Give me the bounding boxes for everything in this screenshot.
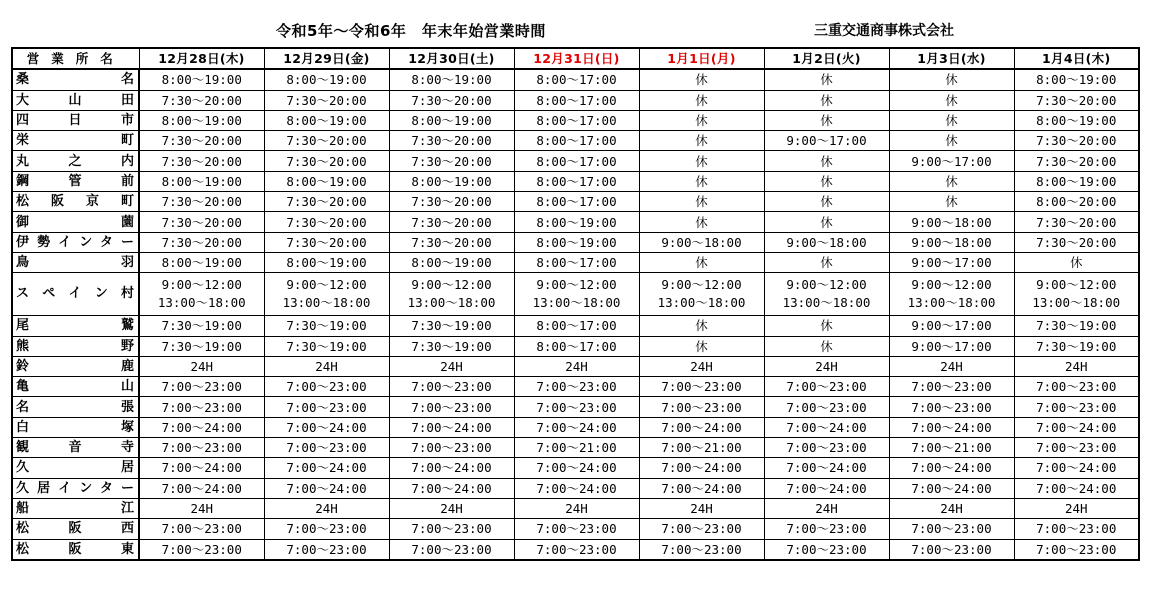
hours-cell: 9:00～12:00 13:00～18:00 bbox=[889, 273, 1014, 316]
table-row bbox=[12, 232, 1139, 252]
hours-cell: 休 bbox=[889, 69, 1014, 90]
hours-cell: 8:00～19:00 bbox=[1014, 110, 1139, 130]
table-row bbox=[12, 438, 1139, 458]
hours-cell: 7:00～23:00 bbox=[1014, 519, 1139, 539]
location-name: 白塚 bbox=[12, 417, 139, 437]
hours-cell: 8:00～19:00 bbox=[389, 171, 514, 191]
header-date: 1月4日(木) bbox=[1014, 48, 1139, 69]
hours-cell: 休 bbox=[639, 212, 764, 232]
table-row bbox=[12, 498, 1139, 518]
hours-cell: 9:00～18:00 bbox=[889, 232, 1014, 252]
location-name: 松阪京町 bbox=[12, 192, 139, 212]
location-name: スペイン村 bbox=[12, 273, 139, 316]
hours-cell: 7:00～24:00 bbox=[139, 478, 264, 498]
hours-cell: 9:00～12:00 13:00～18:00 bbox=[139, 273, 264, 316]
hours-cell: 8:00～19:00 bbox=[264, 69, 389, 90]
hours-cell: 24H bbox=[764, 356, 889, 376]
hours-cell: 7:00～23:00 bbox=[889, 397, 1014, 417]
hours-cell: 休 bbox=[639, 110, 764, 130]
location-name: 鈴鹿 bbox=[12, 356, 139, 376]
hours-cell: 7:00～24:00 bbox=[139, 458, 264, 478]
table-row bbox=[12, 69, 1139, 90]
hours-cell: 24H bbox=[264, 356, 389, 376]
hours-cell: 7:00～23:00 bbox=[514, 397, 639, 417]
location-name: 伊勢インター bbox=[12, 232, 139, 252]
hours-cell: 7:00～23:00 bbox=[514, 539, 639, 560]
table-header-row bbox=[12, 48, 1139, 69]
hours-cell: 休 bbox=[889, 171, 1014, 191]
hours-cell: 休 bbox=[639, 336, 764, 356]
hours-cell: 9:00～17:00 bbox=[889, 252, 1014, 272]
hours-cell: 7:00～23:00 bbox=[264, 397, 389, 417]
company-name: 三重交通商事株式会社 bbox=[814, 23, 954, 39]
location-name: 久居インター bbox=[12, 478, 139, 498]
hours-cell: 8:00～17:00 bbox=[514, 69, 639, 90]
hours-cell: 8:00～17:00 bbox=[514, 131, 639, 151]
hours-cell: 24H bbox=[139, 356, 264, 376]
table-row bbox=[12, 131, 1139, 151]
business-hours-table bbox=[11, 47, 1140, 561]
hours-cell: 7:00～24:00 bbox=[389, 458, 514, 478]
hours-cell: 7:00～23:00 bbox=[639, 519, 764, 539]
header-date: 1月3日(水) bbox=[889, 48, 1014, 69]
hours-cell: 9:00～12:00 13:00～18:00 bbox=[264, 273, 389, 316]
location-name: 鳥羽 bbox=[12, 252, 139, 272]
hours-cell: 休 bbox=[889, 110, 1014, 130]
hours-cell: 9:00～18:00 bbox=[889, 212, 1014, 232]
hours-cell: 7:00～24:00 bbox=[889, 458, 1014, 478]
hours-cell: 24H bbox=[1014, 356, 1139, 376]
hours-cell: 9:00～17:00 bbox=[764, 131, 889, 151]
location-name: 御薗 bbox=[12, 212, 139, 232]
hours-cell: 休 bbox=[889, 192, 1014, 212]
hours-cell: 7:00～23:00 bbox=[139, 519, 264, 539]
hours-cell: 7:30～20:00 bbox=[389, 192, 514, 212]
hours-cell: 7:30～19:00 bbox=[1014, 316, 1139, 336]
table-body bbox=[12, 69, 1139, 560]
hours-cell: 7:00～24:00 bbox=[1014, 417, 1139, 437]
hours-cell: 7:00～24:00 bbox=[1014, 478, 1139, 498]
hours-cell: 9:00～17:00 bbox=[889, 151, 1014, 171]
hours-cell: 7:00～23:00 bbox=[764, 539, 889, 560]
hours-cell: 8:00～20:00 bbox=[1014, 192, 1139, 212]
hours-cell: 7:30～20:00 bbox=[139, 212, 264, 232]
table-row bbox=[12, 252, 1139, 272]
hours-cell: 7:30～20:00 bbox=[139, 90, 264, 110]
hours-cell: 休 bbox=[639, 131, 764, 151]
hours-cell: 8:00～17:00 bbox=[514, 192, 639, 212]
hours-cell: 24H bbox=[889, 498, 1014, 518]
hours-cell: 7:00～24:00 bbox=[639, 417, 764, 437]
hours-cell: 8:00～19:00 bbox=[264, 252, 389, 272]
hours-cell: 24H bbox=[639, 498, 764, 518]
header-date: 12月31日(日) bbox=[514, 48, 639, 69]
hours-cell: 7:30～19:00 bbox=[139, 316, 264, 336]
hours-cell: 8:00～19:00 bbox=[514, 232, 639, 252]
hours-cell: 7:30～20:00 bbox=[264, 192, 389, 212]
hours-cell: 7:30～20:00 bbox=[264, 212, 389, 232]
hours-cell: 9:00～17:00 bbox=[889, 336, 1014, 356]
location-name: 松阪東 bbox=[12, 539, 139, 560]
table-row bbox=[12, 336, 1139, 356]
hours-cell: 8:00～19:00 bbox=[139, 252, 264, 272]
hours-cell: 8:00～19:00 bbox=[514, 212, 639, 232]
table-row bbox=[12, 397, 1139, 417]
location-name: 船江 bbox=[12, 498, 139, 518]
hours-cell: 7:00～21:00 bbox=[639, 438, 764, 458]
table-row bbox=[12, 273, 1139, 316]
hours-cell: 24H bbox=[1014, 498, 1139, 518]
hours-cell: 7:30～20:00 bbox=[389, 90, 514, 110]
hours-cell: 8:00～17:00 bbox=[514, 336, 639, 356]
table-row bbox=[12, 151, 1139, 171]
location-name: 松阪西 bbox=[12, 519, 139, 539]
hours-cell: 7:30～20:00 bbox=[389, 151, 514, 171]
hours-cell: 8:00～19:00 bbox=[389, 110, 514, 130]
hours-cell: 7:30～20:00 bbox=[1014, 90, 1139, 110]
hours-cell: 7:00～23:00 bbox=[639, 397, 764, 417]
hours-cell: 7:00～24:00 bbox=[639, 478, 764, 498]
hours-cell: 7:00～23:00 bbox=[264, 539, 389, 560]
hours-cell: 休 bbox=[889, 90, 1014, 110]
header-date: 12月30日(土) bbox=[389, 48, 514, 69]
hours-cell: 休 bbox=[764, 110, 889, 130]
hours-cell: 7:00～23:00 bbox=[514, 377, 639, 397]
hours-cell: 7:30～19:00 bbox=[264, 336, 389, 356]
hours-cell: 7:00～23:00 bbox=[764, 438, 889, 458]
hours-cell: 8:00～19:00 bbox=[1014, 69, 1139, 90]
hours-cell: 7:00～23:00 bbox=[639, 539, 764, 560]
hours-cell: 休 bbox=[764, 151, 889, 171]
header-date: 1月2日(火) bbox=[764, 48, 889, 69]
table-row bbox=[12, 539, 1139, 560]
hours-cell: 7:30～19:00 bbox=[139, 336, 264, 356]
hours-cell: 7:00～24:00 bbox=[264, 417, 389, 437]
hours-cell: 9:00～12:00 13:00～18:00 bbox=[514, 273, 639, 316]
hours-cell: 7:00～24:00 bbox=[389, 417, 514, 437]
hours-cell: 9:00～18:00 bbox=[639, 232, 764, 252]
hours-cell: 24H bbox=[264, 498, 389, 518]
hours-cell: 9:00～12:00 13:00～18:00 bbox=[764, 273, 889, 316]
location-name: 亀山 bbox=[12, 377, 139, 397]
hours-cell: 7:00～24:00 bbox=[514, 458, 639, 478]
hours-cell: 休 bbox=[764, 316, 889, 336]
hours-cell: 7:30～20:00 bbox=[264, 131, 389, 151]
hours-cell: 7:30～19:00 bbox=[389, 336, 514, 356]
hours-cell: 7:30～20:00 bbox=[264, 90, 389, 110]
location-name: 熊野 bbox=[12, 336, 139, 356]
hours-cell: 7:00～24:00 bbox=[764, 417, 889, 437]
hours-cell: 7:00～23:00 bbox=[514, 519, 639, 539]
hours-cell: 休 bbox=[639, 90, 764, 110]
location-name: 丸之内 bbox=[12, 151, 139, 171]
hours-cell: 24H bbox=[389, 498, 514, 518]
table-row bbox=[12, 478, 1139, 498]
table-row bbox=[12, 356, 1139, 376]
hours-cell: 7:00～23:00 bbox=[264, 438, 389, 458]
hours-cell: 7:30～19:00 bbox=[264, 316, 389, 336]
hours-cell: 7:30～19:00 bbox=[389, 316, 514, 336]
hours-cell: 7:00～21:00 bbox=[514, 438, 639, 458]
hours-cell: 7:00～24:00 bbox=[1014, 458, 1139, 478]
hours-cell: 7:00～24:00 bbox=[889, 417, 1014, 437]
header-date: 1月1日(月) bbox=[639, 48, 764, 69]
hours-cell: 休 bbox=[639, 69, 764, 90]
hours-cell: 7:30～20:00 bbox=[139, 192, 264, 212]
hours-cell: 8:00～19:00 bbox=[1014, 171, 1139, 191]
hours-cell: 7:00～23:00 bbox=[389, 519, 514, 539]
hours-cell: 7:00～24:00 bbox=[639, 458, 764, 478]
location-name: 久居 bbox=[12, 458, 139, 478]
hours-cell: 24H bbox=[889, 356, 1014, 376]
hours-cell: 24H bbox=[514, 498, 639, 518]
hours-cell: 7:00～23:00 bbox=[389, 539, 514, 560]
hours-cell: 7:00～23:00 bbox=[264, 519, 389, 539]
hours-cell: 8:00～17:00 bbox=[514, 252, 639, 272]
hours-cell: 9:00～12:00 13:00～18:00 bbox=[389, 273, 514, 316]
location-name: 名張 bbox=[12, 397, 139, 417]
hours-cell: 24H bbox=[514, 356, 639, 376]
hours-cell: 7:30～20:00 bbox=[264, 151, 389, 171]
hours-cell: 7:00～23:00 bbox=[139, 377, 264, 397]
header-date: 12月29日(金) bbox=[264, 48, 389, 69]
hours-cell: 休 bbox=[639, 252, 764, 272]
hours-cell: 7:00～23:00 bbox=[1014, 539, 1139, 560]
hours-cell: 休 bbox=[764, 90, 889, 110]
hours-cell: 休 bbox=[764, 212, 889, 232]
hours-cell: 7:00～23:00 bbox=[139, 539, 264, 560]
hours-cell: 休 bbox=[764, 336, 889, 356]
page-title: 令和5年～令和6年 年末年始営業時間 bbox=[276, 22, 546, 40]
hours-cell: 休 bbox=[889, 131, 1014, 151]
hours-cell: 7:30～19:00 bbox=[1014, 336, 1139, 356]
hours-cell: 24H bbox=[139, 498, 264, 518]
hours-cell: 7:00～24:00 bbox=[764, 458, 889, 478]
table-row bbox=[12, 377, 1139, 397]
hours-cell: 7:30～20:00 bbox=[1014, 212, 1139, 232]
hours-cell: 休 bbox=[639, 192, 764, 212]
hours-cell: 7:30～20:00 bbox=[264, 232, 389, 252]
hours-cell: 7:00～23:00 bbox=[764, 397, 889, 417]
hours-cell: 7:00～24:00 bbox=[889, 478, 1014, 498]
hours-cell: 7:30～20:00 bbox=[389, 232, 514, 252]
table-row bbox=[12, 192, 1139, 212]
hours-cell: 7:00～23:00 bbox=[1014, 377, 1139, 397]
hours-cell: 7:00～23:00 bbox=[139, 438, 264, 458]
table-row bbox=[12, 519, 1139, 539]
hours-cell: 休 bbox=[639, 171, 764, 191]
table-row bbox=[12, 316, 1139, 336]
hours-cell: 7:00～24:00 bbox=[139, 417, 264, 437]
location-name: 桑名 bbox=[12, 69, 139, 90]
hours-cell: 8:00～19:00 bbox=[139, 69, 264, 90]
hours-cell: 8:00～19:00 bbox=[139, 171, 264, 191]
hours-cell: 24H bbox=[764, 498, 889, 518]
hours-cell: 7:00～24:00 bbox=[264, 458, 389, 478]
hours-cell: 休 bbox=[764, 192, 889, 212]
table-row bbox=[12, 171, 1139, 191]
location-name: 大山田 bbox=[12, 90, 139, 110]
hours-cell: 7:00～23:00 bbox=[1014, 397, 1139, 417]
hours-cell: 7:00～23:00 bbox=[764, 377, 889, 397]
header-location: 営業所名 bbox=[12, 48, 139, 69]
hours-cell: 7:30～20:00 bbox=[139, 131, 264, 151]
hours-cell: 9:00～18:00 bbox=[764, 232, 889, 252]
hours-cell: 24H bbox=[639, 356, 764, 376]
location-name: 栄町 bbox=[12, 131, 139, 151]
hours-cell: 8:00～17:00 bbox=[514, 90, 639, 110]
hours-cell: 8:00～19:00 bbox=[389, 252, 514, 272]
hours-cell: 8:00～17:00 bbox=[514, 316, 639, 336]
hours-cell: 9:00～12:00 13:00～18:00 bbox=[639, 273, 764, 316]
hours-cell: 7:00～23:00 bbox=[764, 519, 889, 539]
table-row bbox=[12, 417, 1139, 437]
hours-cell: 7:30～20:00 bbox=[139, 151, 264, 171]
hours-cell: 7:30～20:00 bbox=[389, 212, 514, 232]
hours-cell: 休 bbox=[639, 151, 764, 171]
table-row bbox=[12, 110, 1139, 130]
hours-cell: 8:00～17:00 bbox=[514, 151, 639, 171]
location-name: 鋼管前 bbox=[12, 171, 139, 191]
hours-cell: 7:00～23:00 bbox=[639, 377, 764, 397]
hours-cell: 7:00～24:00 bbox=[389, 478, 514, 498]
hours-cell: 9:00～12:00 13:00～18:00 bbox=[1014, 273, 1139, 316]
hours-cell: 7:30～20:00 bbox=[389, 131, 514, 151]
hours-cell: 休 bbox=[639, 316, 764, 336]
table-row bbox=[12, 90, 1139, 110]
hours-cell: 7:30～20:00 bbox=[1014, 232, 1139, 252]
hours-cell: 7:00～24:00 bbox=[514, 417, 639, 437]
hours-cell: 休 bbox=[764, 69, 889, 90]
hours-cell: 7:30～20:00 bbox=[1014, 131, 1139, 151]
hours-cell: 7:00～24:00 bbox=[264, 478, 389, 498]
location-name: 尾鷲 bbox=[12, 316, 139, 336]
hours-cell: 休 bbox=[764, 252, 889, 272]
hours-cell: 7:00～24:00 bbox=[514, 478, 639, 498]
hours-cell: 7:00～21:00 bbox=[889, 438, 1014, 458]
hours-cell: 7:00～23:00 bbox=[889, 519, 1014, 539]
table-row bbox=[12, 212, 1139, 232]
hours-cell: 7:00～23:00 bbox=[1014, 438, 1139, 458]
hours-cell: 9:00～17:00 bbox=[889, 316, 1014, 336]
hours-cell: 7:00～24:00 bbox=[764, 478, 889, 498]
location-name: 観音寺 bbox=[12, 438, 139, 458]
hours-cell: 8:00～17:00 bbox=[514, 171, 639, 191]
hours-cell: 7:00～23:00 bbox=[264, 377, 389, 397]
hours-cell: 8:00～19:00 bbox=[264, 171, 389, 191]
hours-cell: 7:00～23:00 bbox=[889, 539, 1014, 560]
hours-cell: 8:00～19:00 bbox=[264, 110, 389, 130]
hours-cell: 7:00～23:00 bbox=[889, 377, 1014, 397]
hours-cell: 7:00～23:00 bbox=[139, 397, 264, 417]
hours-cell: 7:30～20:00 bbox=[1014, 151, 1139, 171]
location-name: 四日市 bbox=[12, 110, 139, 130]
hours-cell: 休 bbox=[1014, 252, 1139, 272]
hours-cell: 7:00～23:00 bbox=[389, 438, 514, 458]
hours-cell: 7:30～20:00 bbox=[139, 232, 264, 252]
header-date: 12月28日(木) bbox=[139, 48, 264, 69]
hours-cell: 8:00～19:00 bbox=[139, 110, 264, 130]
hours-cell: 7:00～23:00 bbox=[389, 397, 514, 417]
hours-cell: 8:00～19:00 bbox=[389, 69, 514, 90]
hours-cell: 24H bbox=[389, 356, 514, 376]
hours-cell: 7:00～23:00 bbox=[389, 377, 514, 397]
table-row bbox=[12, 458, 1139, 478]
hours-cell: 8:00～17:00 bbox=[514, 110, 639, 130]
hours-cell: 休 bbox=[764, 171, 889, 191]
